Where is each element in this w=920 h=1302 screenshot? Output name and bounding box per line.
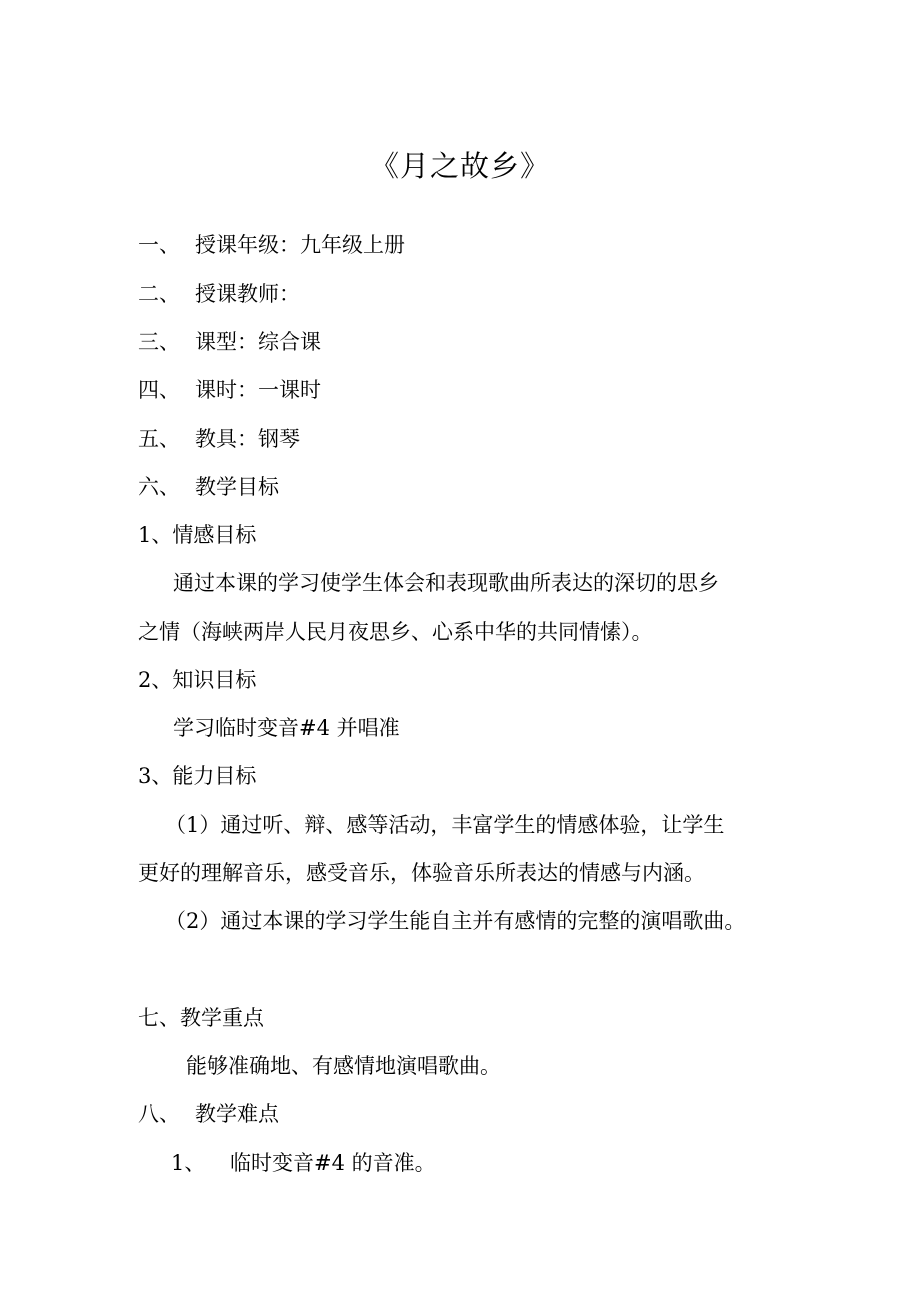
emotion-goal-line-1: 通过本课的学习使学生体会和表现歌曲所表达的深切的思乡 [173,571,719,595]
item-number: 五、 [138,427,180,451]
item-lesson-hours [138,375,321,405]
item-number: 八、 [138,1102,180,1126]
teaching-focus-heading: 七、教学重点 [138,1006,264,1030]
emotion-goal-heading: 1、情感目标 [138,523,257,547]
teaching-difficulty-heading [138,1099,279,1129]
ability-goal-2: （2）通过本课的学习学生能自主并有感情的完整的演唱歌曲。 [165,909,746,933]
item-number: 四、 [138,378,180,402]
item-text: 授课年级：九年级上册 [195,233,405,257]
item-number: 1、 [171,1151,206,1175]
item-text: 授课教师： [195,282,300,306]
teaching-focus-text: 能够准确地、有感情地演唱歌曲。 [186,1054,501,1078]
item-teacher [138,279,300,309]
item-number: 三、 [138,330,180,354]
item-text: 教学目标 [195,475,279,499]
item-text: 课时：一课时 [195,378,321,402]
ability-goal-heading: 3、能力目标 [138,764,257,788]
ability-goal-1-line-2: 更好的理解音乐，感受音乐，体验音乐所表达的情感与内涵。 [138,861,705,885]
teaching-difficulty-item [138,1148,436,1178]
item-text: 教学难点 [195,1102,279,1126]
item-grade [138,230,405,260]
item-text: 教具：钢琴 [195,427,300,451]
item-number: 二、 [138,282,180,306]
emotion-goal-line-2: 之情（海峡两岸人民月夜思乡、心系中华的共同情愫）。 [138,620,653,644]
item-teaching-aids [138,424,300,454]
knowledge-goal-heading: 2、知识目标 [138,668,257,692]
item-lesson-type [138,327,321,357]
ability-goal-1-line-1: （1）通过听、辩、感等活动，丰富学生的情感体验，让学生 [165,813,725,837]
item-number: 一、 [138,233,180,257]
document-title: 《月之故乡》 [369,149,550,183]
knowledge-goal-text: 学习临时变音#4 并唱准 [173,716,400,740]
item-text: 课型：综合课 [195,330,321,354]
item-number: 六、 [138,475,180,499]
item-teaching-goals [138,472,279,502]
item-text: 临时变音#4 的音准。 [230,1151,436,1175]
